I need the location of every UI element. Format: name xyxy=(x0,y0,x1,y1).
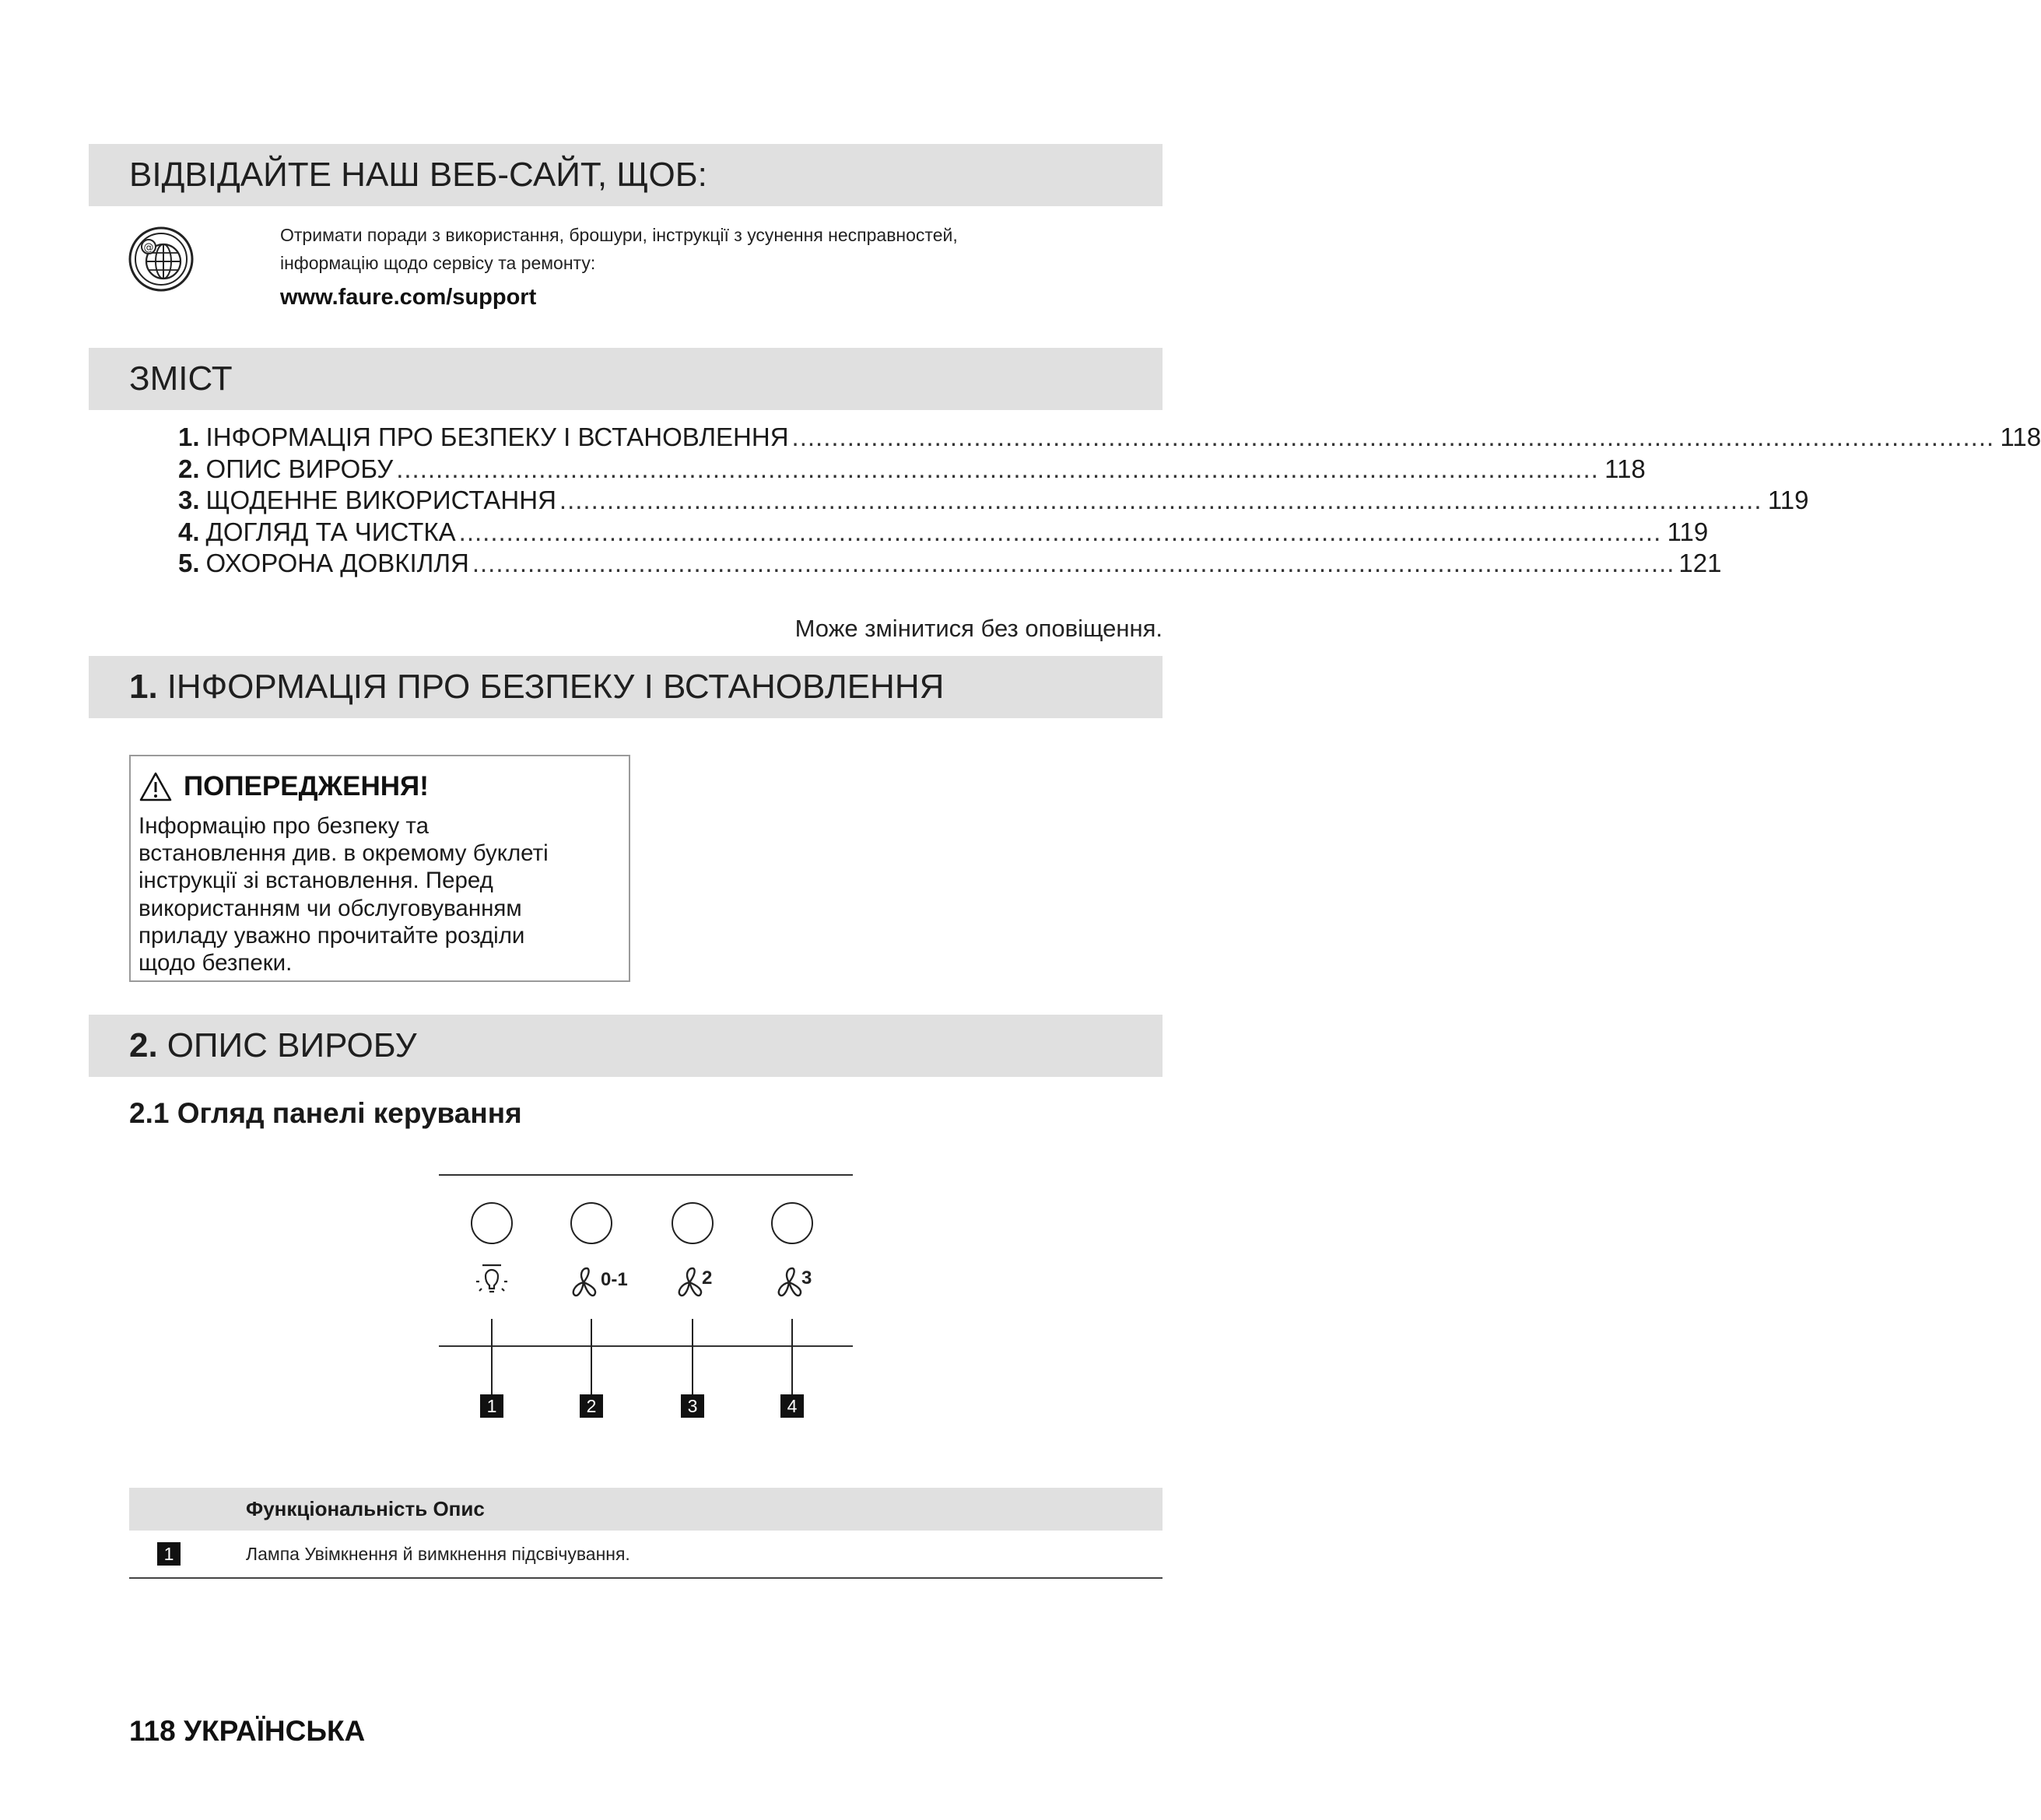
fan-icon xyxy=(679,1268,701,1296)
toc-item-number: 2. xyxy=(178,454,200,483)
warning-line: Інформацію про безпеку та xyxy=(139,813,430,839)
panel-button-lamp[interactable] xyxy=(472,1203,512,1243)
callout-3-label: 3 xyxy=(687,1396,698,1416)
panel-button-fan-speed-1[interactable] xyxy=(571,1203,612,1243)
warning-box xyxy=(129,755,630,982)
section-2-title: ОПИС ВИРОБУ xyxy=(167,1026,417,1064)
toc-leader-dots: ........................................................................................................................................................ xyxy=(559,486,1762,514)
website-text-line-2: інформацію щодо сервісу та ремонту: xyxy=(280,253,596,273)
toc-item-number: 5. xyxy=(178,549,200,577)
control-panel-diagram xyxy=(436,1167,856,1432)
callout-2-label: 2 xyxy=(586,1396,597,1416)
panel-button-fan-speed-2[interactable] xyxy=(672,1203,713,1243)
toc-item[interactable] xyxy=(178,454,1646,486)
website-section-heading xyxy=(89,144,1163,206)
panel-button-fan-speed-3[interactable] xyxy=(772,1203,812,1243)
lamp-icon xyxy=(476,1265,507,1292)
warning-body xyxy=(139,812,621,977)
globe-web-icon xyxy=(128,226,195,293)
svg-text:@: @ xyxy=(143,242,154,254)
change-notice: Може змінитися без оповіщення. xyxy=(794,615,1163,642)
section-2-heading xyxy=(89,1015,1163,1077)
table-of-contents xyxy=(178,423,2041,580)
section-1-number: 1. xyxy=(129,668,158,706)
toc-item-title: ІНФОРМАЦІЯ ПРО БЕЗПЕКУ І ВСТАНОВЛЕННЯ xyxy=(205,423,789,451)
page-footer: 118 УКРАЇНСЬКА xyxy=(129,1715,366,1747)
toc-leader-dots: ........................................................................................................................................................ xyxy=(396,454,1599,483)
warning-title xyxy=(139,763,621,811)
toc-item-title: ОХОРОНА ДОВКІЛЛЯ xyxy=(205,549,469,577)
warning-line: приладу уважно прочитайте розділи xyxy=(139,922,525,949)
warning-line: щодо безпеки. xyxy=(139,950,293,977)
function-table-header-text: Функціональність Опис xyxy=(246,1497,485,1520)
toc-item-page: 118 xyxy=(2000,423,2041,451)
callout-1-label: 1 xyxy=(486,1396,497,1416)
warning-line: використанням чи обслуговуванням xyxy=(139,895,522,921)
toc-leader-dots: ........................................................................................................................................................ xyxy=(472,549,1675,577)
toc-leader-dots: ........................................................................................................................................................ xyxy=(791,423,1995,451)
toc-item[interactable] xyxy=(178,486,1809,517)
toc-item-title: ЩОДЕННЕ ВИКОРИСТАННЯ xyxy=(205,486,556,514)
row-number-box: 1 xyxy=(157,1542,181,1566)
fan-speed-label: 0-1 xyxy=(601,1269,628,1290)
toc-heading-text: ЗМІСТ xyxy=(129,359,233,398)
toc-item-number: 1. xyxy=(178,423,200,451)
row-description: Лампа Увімкнення й вимкнення підсвічування. xyxy=(246,1543,630,1564)
toc-item-number: 4. xyxy=(178,517,200,546)
control-panel-subheading: 2.1 Огляд панелі керування xyxy=(129,1097,522,1129)
fan-speed-label: 3 xyxy=(801,1268,812,1289)
section-2-number: 2. xyxy=(129,1026,158,1064)
function-table xyxy=(129,1488,1163,1579)
section-1-heading xyxy=(89,656,1163,718)
toc-item-title: ДОГЛЯД ТА ЧИСТКА xyxy=(205,517,456,546)
toc-item-page: 119 xyxy=(1667,517,1709,546)
warning-triangle-icon xyxy=(139,771,173,802)
fan-icon xyxy=(573,1268,595,1296)
website-heading-text: ВІДВІДАЙТЕ НАШ ВЕБ-САЙТ, ЩОБ: xyxy=(129,156,707,194)
toc-item[interactable] xyxy=(178,549,1722,580)
warning-line: інструкції зі встановлення. Перед xyxy=(139,868,493,894)
support-url-link[interactable]: www.faure.com/support xyxy=(280,285,537,310)
toc-heading xyxy=(89,348,1163,410)
fan-icon xyxy=(779,1268,801,1296)
toc-item[interactable] xyxy=(178,517,1709,549)
website-text-line-1: Отримати поради з використання, брошури, інструкції з усунення несправностей, xyxy=(280,225,958,245)
toc-item-page: 121 xyxy=(1678,549,1722,577)
function-table-header xyxy=(129,1488,1163,1531)
website-description xyxy=(280,221,958,314)
section-1-title: ІНФОРМАЦІЯ ПРО БЕЗПЕКУ І ВСТАНОВЛЕННЯ xyxy=(167,668,945,706)
callout-4-label: 4 xyxy=(787,1396,798,1416)
toc-leader-dots: ........................................................................................................................................................ xyxy=(458,517,1662,546)
toc-item-title: ОПИС ВИРОБУ xyxy=(205,454,394,483)
toc-item-number: 3. xyxy=(178,486,200,514)
warning-title-text: ПОПЕРЕДЖЕННЯ! xyxy=(184,771,429,801)
warning-line: встановлення див. в окремому буклеті xyxy=(139,840,549,867)
toc-item[interactable] xyxy=(178,423,2041,454)
table-row xyxy=(129,1531,1163,1579)
fan-speed-label: 2 xyxy=(702,1268,713,1289)
toc-item-page: 118 xyxy=(1604,454,1646,483)
toc-item-page: 119 xyxy=(1767,486,1809,514)
